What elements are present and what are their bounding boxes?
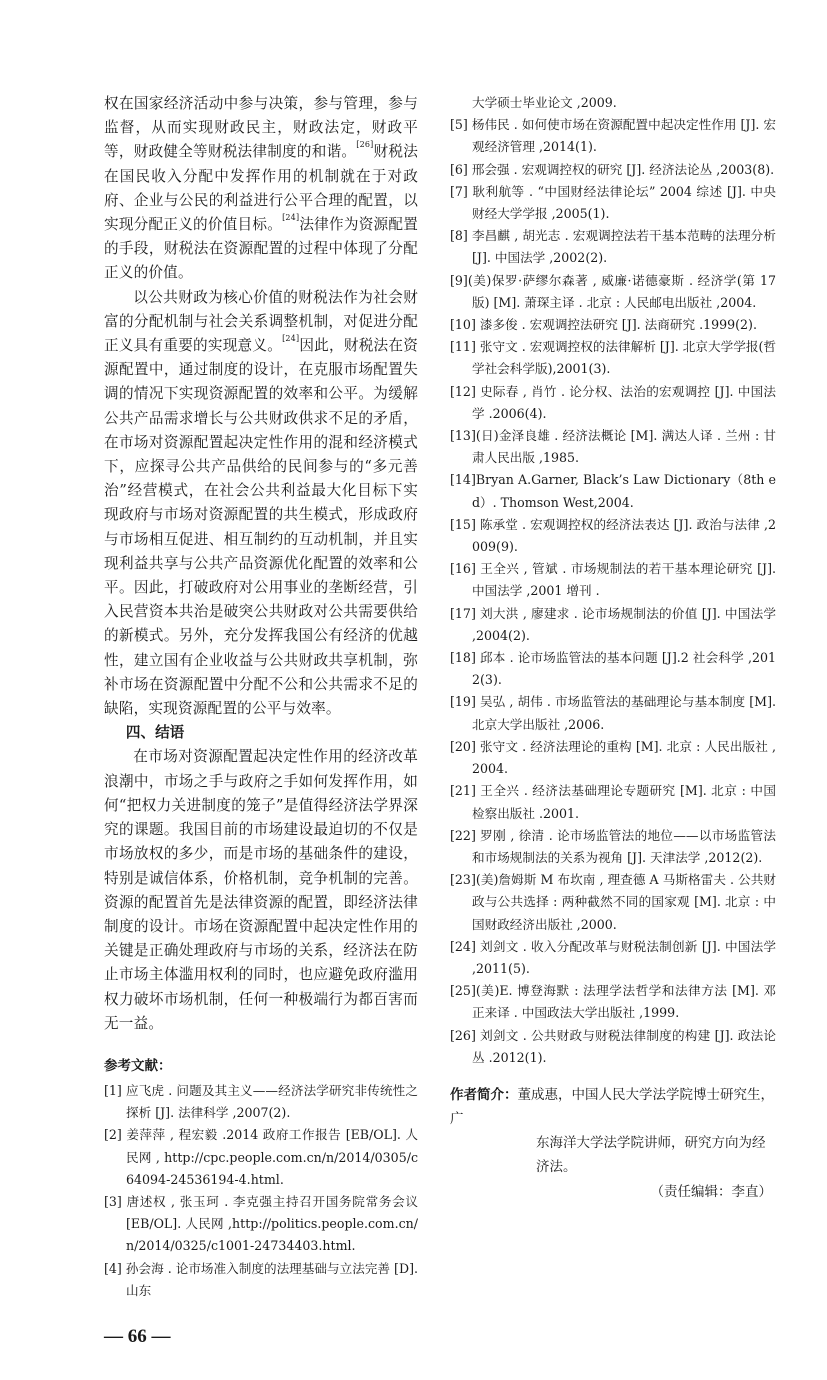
reference-item: [3] 唐述权 , 张玉珂 . 李克强主持召开国务院常务会议 [EB/OL]. 人民网 ,http://politics.people.com.cn/n/2014/0325/c1001-24734403.html.	[104, 1193, 418, 1254]
right-column	[450, 92, 776, 1235]
reference-item: [19] 吴弘 , 胡伟 . 市场监管法的基础理论与基本制度 [M]. 北京大学出版社 ,2006.	[450, 694, 776, 732]
reference-item: [26] 刘剑文 . 公共财政与财税法律制度的构建 [J]. 政法论丛 .2012(1).	[450, 1027, 776, 1065]
reference-item: [10] 漆多俊 . 宏观调控法研究 [J]. 法商研究 .1999(2).	[450, 317, 757, 333]
paragraph-text: 财税法在国民收入分配中发挥作用的机制就在于对政府、企业与公民的利益进行公平合理的配置，以实现分配正义的价值目标。	[104, 143, 418, 234]
reference-item: [7] 耿利航等 . “中国财经法律论坛” 2004 综述 [J]. 中央财经大学学报 ,2005(1).	[450, 183, 776, 222]
reference-item: [1] 应飞虎 . 问题及其主义——经济法学研究非传统性之探析 [J]. 法律科学 ,2007(2).	[104, 1082, 418, 1121]
body-paragraph	[104, 92, 418, 286]
reference-item: [4] 孙会海 . 论市场准入制度的法理基础与立法完善 [D]. 山东	[104, 1260, 418, 1298]
body-paragraph: 在市场对资源配置起决定性作用的经济改革浪潮中，市场之手与政府之手如何发挥作用，如何“把权力关进制度的笼子”是值得经济法学界深究的课题。我国目前的市场建设最迫切的不仅是市场放权的多少，而是市场的基础条件的建设，特别是诚信体系，价格机制，竞争机制的完善。资源的配置首先是法律资源的配置，即经济法律制度的设计。市场在资源配置中起决定性作用的关键是正确处理政府与市场的关系，经济法在防止市场主体滥用权利的同时，也应避免政府滥用权力破坏市场机制，任何一种极端行为都百害而无一益。	[104, 748, 418, 1032]
paragraph-text: 权在国家经济活动中参与决策，参与管理，参与监督，从而实现财政民主，财政法定，财政平等，财政健全等财税法律制度的和谐。	[104, 95, 418, 161]
reference-item: [6] 邢会强 . 宏观调控权的研究 [J]. 经济法论丛 ,2003(8).	[450, 161, 775, 177]
paragraph-text: 以公共财政为核心价值的财税法作为社会财富的分配机制与社会关系调整机制，对促进分配正义具有重要的实现意义。	[104, 288, 418, 355]
citation: [26]	[356, 140, 374, 150]
reference-continuation: 大学硕士毕业论文 ,2009.	[472, 95, 617, 110]
reference-item: [20] 张守文 . 经济法理论的重构 [M]. 北京 : 人民出版社 ,2004.	[450, 738, 776, 777]
reference-item: [16] 王全兴 , 管斌 . 市场规制法的若干基本理论研究 [J]. 中国法学 ,2001 增刊 .	[450, 561, 776, 599]
reference-item: [15] 陈承堂 . 宏观调控权的经济法表达 [J]. 政治与法律 ,2009(9).	[450, 516, 776, 555]
reference-item: [18] 邱本 . 论市场监管法的基本问题 [J].2 社会科学 ,2012(3).	[450, 650, 776, 688]
author-bio-line: 东海洋大学法学院讲师，研究方向为经济法。	[536, 1134, 766, 1175]
author-bio-label: 作者简介：	[450, 1086, 518, 1103]
reference-item: [9](美)保罗·萨缪尔森著 , 威廉·诺德豪斯 . 经济学(第 17 版) [M]. 萧琛主译 . 北京 : 人民邮电出版社 ,2004.	[450, 272, 776, 310]
reference-item: [8] 李昌麒 , 胡光志 . 宏观调控法若干基本范畴的法理分析 [J]. 中国法学 ,2002(2).	[450, 228, 776, 266]
reference-item: [5] 杨伟民 . 如何使市场在资源配置中起决定性作用 [J]. 宏观经济管理 ,2014(1).	[450, 117, 776, 155]
reference-item: [2] 姜萍萍 , 程宏毅 .2014 政府工作报告 [EB/OL]. 人民网 , http://cpc.people.com.cn/n/2014/0305/c64094-24536194-4.html.	[104, 1127, 418, 1187]
reference-item: [22] 罗刚 , 徐清 . 论市场监管法的地位——以市场监管法和市场规制法的关系为视角 [J]. 天津法学 ,2012(2).	[450, 827, 776, 865]
reference-item: [12] 史际春 , 肖竹 . 论分权、法治的宏观调控 [J]. 中国法学 .2006(4).	[450, 383, 776, 421]
reference-item: [24] 刘剑文 . 收入分配改革与财税法制创新 [J]. 中国法学 ,2011(5).	[450, 938, 776, 976]
paragraph-text: 因此，财税法在资源配置中，通过制度的设计，在克服市场配置失调的情况下实现资源配置的效率和公平。为缓解公共产品需求增长与公共财政供求不足的矛盾，在市场对资源配置起决定性作用的混和经济模式下，应探寻公共产品供给的民间参与的“多元善治”经营模式，在社会公共利益最大化目标下实现政府与市场对资源配置的共生模式，形成政府与市场相互促进、相互制约的互动机制，并且实现利益共享与公共产品资源优化配置的效率和公平。因此，打破政府对公用事业的垄断经营，引入民营资本共治是破突公共财政对公共需要供给的新模式。另外，充分发挥我国公有经济的优越性，建立国有企业收益与公共财政共享机制，弥补市场在资源配置中分配不公和公共需求不足的缺陷，实现资源配置的公平与效率。	[104, 337, 418, 718]
references-heading: 参考文献：	[104, 1057, 172, 1074]
editor-note: （责任编辑：李直）	[650, 1183, 772, 1200]
reference-item: [17] 刘大洪 , 廖建求 . 论市场规制法的价值 [J]. 中国法学 ,2004(2).	[450, 605, 776, 643]
citation: [24]	[282, 334, 300, 344]
reference-item: [23](美)詹姆斯 M 布坎南 , 理查德 A 马斯格雷夫 . 公共财政与公共选择 : 两种截然不同的国家观 [M]. 北京 : 中国财政经济出版社 ,2000.	[450, 872, 776, 932]
left-column	[104, 92, 418, 1380]
references-list-right	[450, 114, 776, 1069]
reference-item: [21] 王全兴 . 经济法基础理论专题研究 [M]. 北京 : 中国检察出版社 .2001.	[450, 783, 776, 821]
author-bio	[450, 1083, 776, 1131]
references-list-left	[104, 1080, 418, 1302]
reference-item: [14]Bryan A.Garner, Black’s Law Dictionary（8th ed）. Thomson West,2004.	[450, 472, 776, 510]
paragraph-text: 法律作为资源配置的手段，财税法在资源配置的过程中体现了分配正义的价值。	[104, 216, 418, 282]
page-number: — 66 —	[104, 1325, 171, 1347]
author-bio-line: 董成惠，中国人民大学法学院博士研究生，广	[450, 1086, 774, 1127]
reference-item: [11] 张守文 . 宏观调控权的法律解析 [J]. 北京大学学报(哲学社会科学版),2001(3).	[450, 339, 776, 377]
reference-item: [13](日)金泽良雄 . 经济法概论 [M]. 满达人译 . 兰州 : 甘肃人民出版 ,1985.	[450, 428, 776, 466]
citation: [24]	[282, 213, 300, 223]
reference-item: [25](美)E. 博登海默 : 法理学法哲学和法律方法 [M]. 邓正来译 . 中国政法大学出版社 ,1999.	[450, 983, 776, 1021]
body-paragraph	[104, 286, 418, 722]
section-heading: 四、结语	[125, 724, 185, 742]
